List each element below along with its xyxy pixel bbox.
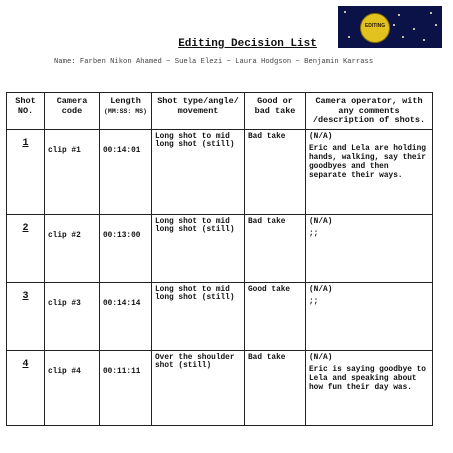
- logo-text: EDITING: [364, 23, 386, 29]
- shot-type: Long shot to mid long shot (still): [152, 129, 245, 214]
- clip-length: 00:14:01: [100, 129, 152, 214]
- shot-description: Eric and Lela are holding hands, walking, say their goodbyes and then separate their ways.: [309, 145, 426, 180]
- table-row: [7, 350, 433, 425]
- take-status: Bad take: [245, 214, 306, 282]
- operator-note: (N/A): [309, 132, 333, 141]
- camera-code: clip #2: [45, 214, 100, 282]
- header-length: [100, 93, 152, 130]
- shot-comment: [306, 350, 433, 425]
- camera-code: clip #1: [45, 129, 100, 214]
- operator-note: (N/A): [309, 353, 333, 362]
- shot-comment: [306, 129, 433, 214]
- shot-number: 4: [7, 350, 45, 425]
- header-take: Good or bad take: [245, 93, 306, 130]
- shot-description: ;;: [309, 298, 319, 307]
- take-status: Bad take: [245, 350, 306, 425]
- shot-number: 2: [7, 214, 45, 282]
- shot-type: Long shot to mid long shot (still): [152, 214, 245, 282]
- camera-code: clip #3: [45, 282, 100, 350]
- clip-length: 00:13:00: [100, 214, 152, 282]
- shot-type: Long shot to mid long shot (still): [152, 282, 245, 350]
- header-shot-type: Shot type/angle/ movement: [152, 93, 245, 130]
- table-row: [7, 282, 433, 350]
- take-status: Bad take: [245, 129, 306, 214]
- author-names: Name: Farben Nikon Ahamed ~ Suela Elezi ~ Laura Hodgson ~ Benjamin Karrass: [54, 58, 374, 66]
- camera-code: clip #4: [45, 350, 100, 425]
- header-camera-code: Camera code: [45, 93, 100, 130]
- shot-type: Over the shoulder shot (still): [152, 350, 245, 425]
- page-title: Editing Decision List: [178, 38, 317, 50]
- operator-note: (N/A): [309, 285, 333, 294]
- take-status: Good take: [245, 282, 306, 350]
- shot-description: Eric is saying goodbye to Lela and speaking about how fun their day was.: [309, 366, 426, 392]
- shot-comment: [306, 214, 433, 282]
- shot-description: ;;: [309, 230, 319, 239]
- table-row: [7, 129, 433, 214]
- header-shot-no: Shot NO.: [7, 93, 45, 130]
- shot-number: 3: [7, 282, 45, 350]
- operator-note: (N/A): [309, 217, 333, 226]
- header-length-unit: (MM:SS: MS): [104, 107, 147, 115]
- edit-decision-table: [6, 92, 433, 426]
- table-row: [7, 214, 433, 282]
- shot-number: 1: [7, 129, 45, 214]
- table-header-row: [7, 93, 433, 130]
- shot-comment: [306, 282, 433, 350]
- header-length-label: Length: [110, 96, 141, 106]
- header-comments: Camera operator, with any comments /description of shots.: [306, 93, 433, 130]
- clip-length: 00:11:11: [100, 350, 152, 425]
- clip-length: 00:14:14: [100, 282, 152, 350]
